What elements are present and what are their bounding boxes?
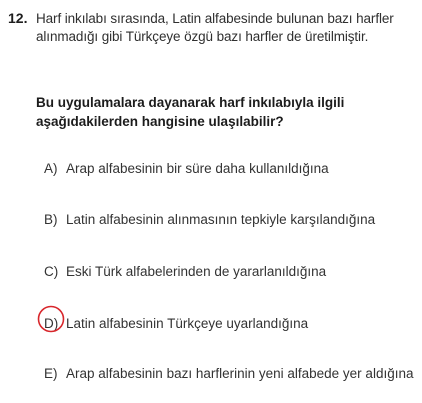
option-a[interactable]	[44, 160, 414, 178]
option-d-letter: D)	[44, 316, 59, 331]
option-c-letter: C)	[44, 264, 59, 279]
question-prompt: Bu uygulamalara dayanarak harf inkılabıyla ilgili aşağıdakilerden hangisine ulaşılabilir?	[36, 95, 345, 129]
option-c[interactable]	[44, 263, 414, 281]
option-b-text: Latin alfabesinin alınmasının tepkiyle karşılandığına	[66, 212, 376, 227]
option-c-text: Eski Türk alfabelerinden de yararlanıldığına	[66, 264, 327, 279]
question-number: 12.	[8, 10, 28, 26]
option-d[interactable]	[44, 315, 414, 333]
option-a-text: Arap alfabesinin bir süre daha kullanıldığına	[66, 161, 329, 176]
option-d-text: Latin alfabesinin Türkçeye uyarlandığına	[66, 316, 309, 331]
option-e-text: Arap alfabesinin bazı harflerinin yeni alfabede yer aldığına	[66, 366, 414, 381]
question-stem: Harf inkılabı sırasında, Latin alfabesinde bulunan bazı harfler alınmadığı gibi Türkçeye özgü bazı harfler de üretilmiştir.	[36, 11, 394, 44]
option-b[interactable]	[44, 211, 414, 229]
option-a-letter: A)	[44, 161, 58, 176]
option-e-letter: E)	[44, 366, 58, 381]
option-e[interactable]	[44, 365, 414, 383]
option-b-letter: B)	[44, 212, 58, 227]
